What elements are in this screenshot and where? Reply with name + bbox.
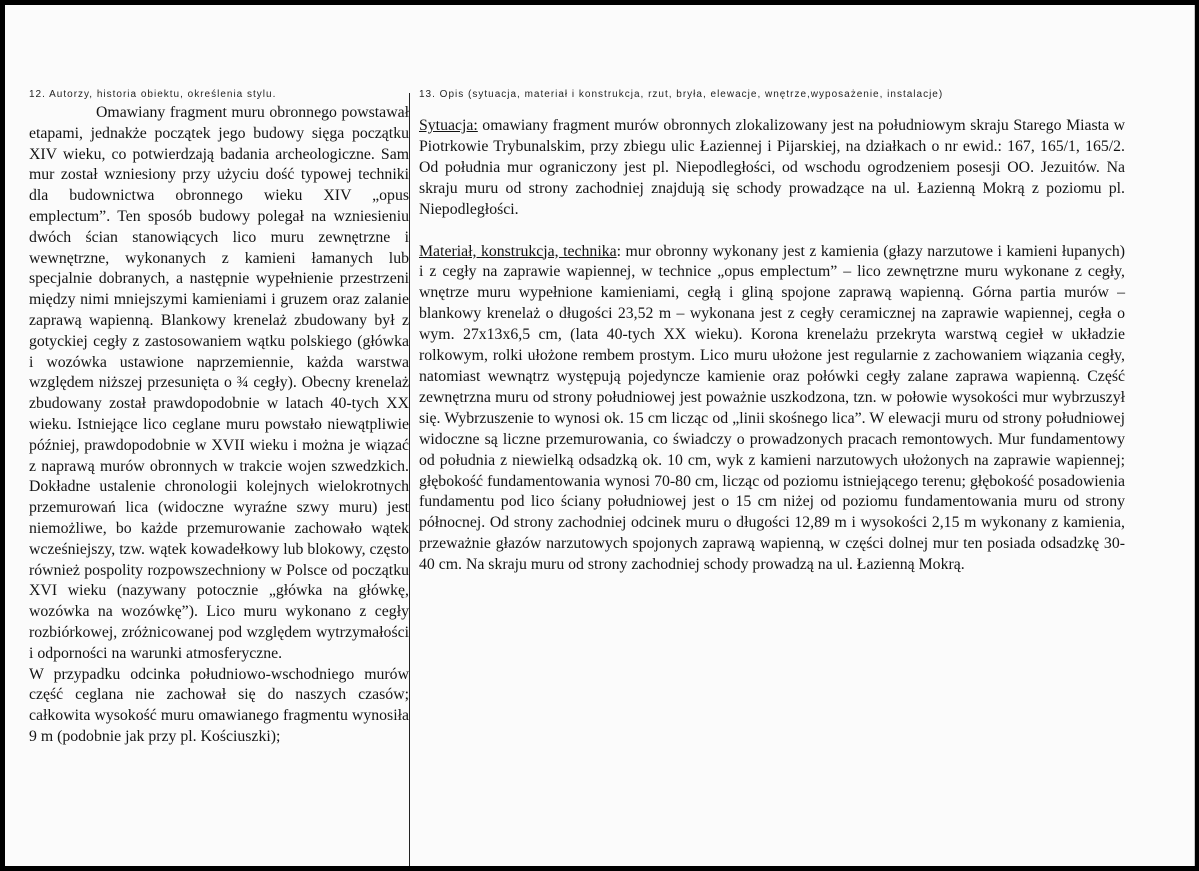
right-column-heading: 13. Opis (sytuacja, materiał i konstrukcja, rzut, bryła, elewacje, wnętrze,wyposażenie, instalacje)	[419, 89, 944, 100]
document-page	[5, 5, 1195, 866]
column-divider	[409, 93, 410, 866]
situation-text: omawiany fragment murów obronnych zlokalizowany jest na południowym skraju Starego Miasta w Piotrkowie Trybunalskim, przy zbiegu ulic Łaziennej i Pijarskiej, na działkach o nr ewid.: 167, 165/1, 165/2. Od południa mur ograniczony jest pl. Niepodległości, od wschodu ogrodzeniem posesji OO. Jezuitów. Na skraju muru od strony zachodniej znajdują się schody prowadzące na ul. Łazienną Mokrą z poziomu pl. Niepodległości.	[419, 117, 1125, 218]
situation-paragraph	[419, 116, 1125, 221]
left-column-heading: 12. Autorzy, historia obiektu, określenia stylu.	[29, 89, 277, 100]
material-paragraph	[419, 242, 1125, 577]
history-paragraph: Omawiany fragment muru obronnego powstawał etapami, jednakże początek jego budowy sięga początku XIV wieku, co potwierdzają badania archeologiczne. Sam mur został wzniesiony przy użyciu dość typowej techniki dla budownictwa obronnego wieku XIV „opus emplectum”. Ten sposób budowy polegał na wzniesieniu dwóch ścian stanowiących lico muru zewnętrzne i wewnętrzne, wykonanych z kamieni łamanych lub specjalnie dobranych, a następnie wypełnienie przestrzeni między nimi mniejszymi kamieniami i gruzem oraz zalanie zaprawą wapienną. Blankowy krenelaż zbudowany był z gotyckiej cegły z zastosowaniem wątku polskiego (główka i wozówka ustawione naprzemiennie, każda warstwa względem niższej przesunięta o ¾ cegły). Obecny krenelaż zbudowany został prawdopodobnie w latach 40-tych XX wieku. Istniejące lico ceglane muru powstało niewątpliwie później, prawdopodobnie w XVII wieku i można je wiązać z naprawą murów obronnych w trakcie wojen szwedzkich. Dokładne ustalenie chronologii kolejnych wielokrotnych przemurowań lica (widoczne wyraźne szwy muru) jest niemożliwe, bo każde przemurowanie zachowało wątek wcześniejszy, tzw. wątek kowadełkowy lub blokowy, często również pospolity rozpowszechniony w Polsce od początku XVI wieku (nazywany potocznie „główka na główkę, wozówka na wozówkę”). Lico muru wykonano z cegły rozbiórkowej, zróżnicowanej pod względem wytrzymałości i odporności na warunki atmosferyczne.	[29, 104, 409, 662]
history-paragraph-continued: W przypadku odcinka południowo-wschodniego murów część ceglana nie zachował się do naszych czasów; całkowita wysokość muru omawianego fragmentu wynosiła 9 m (podobnie jak przy pl. Kościuszki);	[29, 665, 409, 745]
right-column	[419, 89, 1125, 576]
left-column	[29, 89, 409, 748]
material-text: : mur obronny wykonany jest z kamienia (głazy narzutowe i kamieni łupanych) i z cegły na zaprawie wapiennej, w technice „opus emplectum” – lico zewnętrzne muru wykonane z cegły, wnętrze muru wypełnione kamieniami, cegłą i gliną spojone zaprawą wapienną. Górna partia murów – blankowy krenelaż o długości 23,52 m – wykonana jest z cegły ceramicznej na zaprawie wapiennej, cegła o wym. 27x13x6,5 cm, (lata 40-tych XX wieku). Korona krenelażu przekryta warstwą cegieł w układzie rolkowym, rolki ułożone rembem prostym. Lico muru ułożone jest regularnie z zachowaniem wiązania cegły, natomiast wewnątrz występują pojedyncze kamienie oraz połówki cegły zalane zaprawa wapienną. Część zewnętrzna muru od strony południowej jest poważnie uszkodzona, tzn. w połowie wysokości mur wybrzuszył się. Wybrzuszenie to wynosi ok. 15 cm licząc od „linii skośnego lica”. W elewacji muru od strony południowej widoczne są liczne przemurowania, co świadczy o prowadzonych pracach remontowych. Mur fundamentowy od południa z niewielką odsadzką ok. 10 cm, wyk z kamieni narzutowych ułożonych na zaprawie wapiennej; głębokość fundamentowania wynosi 70-80 cm, licząc od poziomu istniejącego terenu; głębokość posadowienia fundamentu pod lico ściany południowej jest o 15 cm niżej od poziomu fundamentowania muru od strony północnej. Od strony zachodniej odcinek muru o długości 12,89 m i wysokości 2,15 m wykonany z kamienia, przeważnie głazów narzutowych spojonych zaprawą wapienną, w części dolnej mur ten posiada odsadzkę 30-40 cm. Na skraju muru od strony zachodniej schody prowadzą na ul. Łazienną Mokrą.	[419, 242, 1125, 574]
material-label: Materiał, konstrukcja, technika	[419, 242, 617, 260]
situation-label: Sytuacja:	[419, 117, 478, 134]
